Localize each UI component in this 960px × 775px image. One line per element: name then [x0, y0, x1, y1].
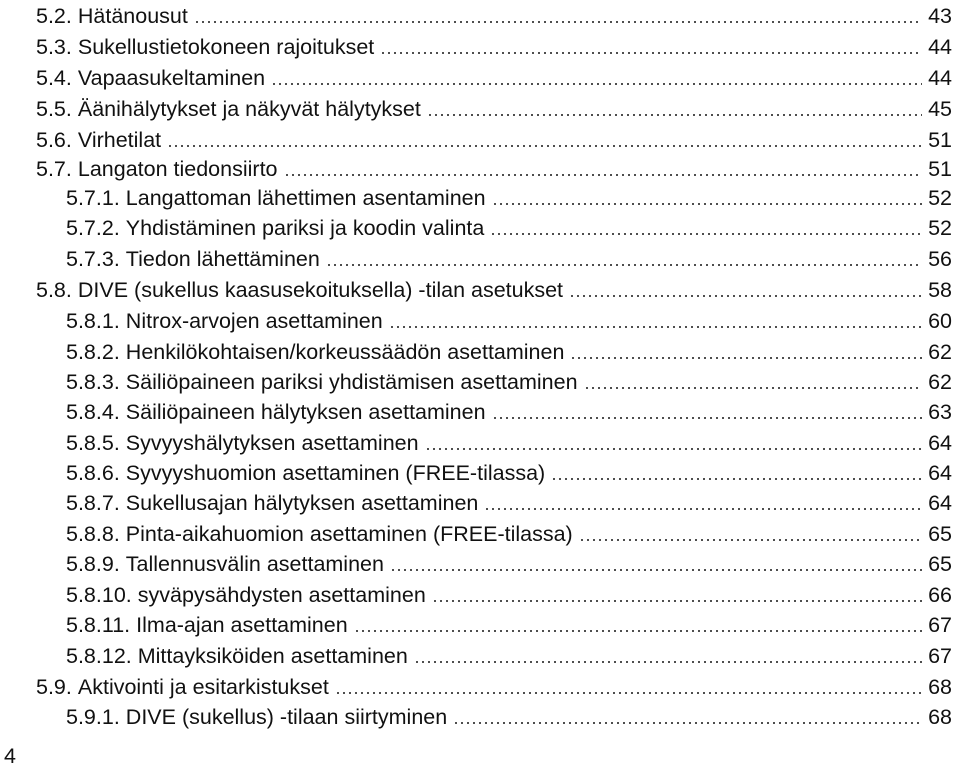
toc-entry-title: Säiliöpaineen pariksi yhdistämisen asettaminen [125, 370, 578, 394]
toc-entry-number: 5.8.7. [66, 491, 120, 515]
toc-entry-number: 5.8. [36, 278, 72, 302]
toc-dot-leader [570, 357, 922, 359]
toc-dot-leader [492, 417, 923, 419]
toc-entry-title: Langattoman lähettimen asentaminen [125, 186, 486, 210]
toc-dot-leader [427, 114, 922, 116]
toc-entry-title: Sukellustietokoneen rajoitukset [77, 35, 375, 59]
toc-entry-number: 5.6. [36, 128, 72, 152]
toc-entry-number: 5.8.8. [66, 522, 120, 546]
toc-entry-number: 5.7. [36, 157, 72, 181]
toc-entry-title: DIVE (sukellus) -tilaan siirtyminen [125, 705, 448, 729]
toc-entry[interactable] [66, 307, 952, 335]
toc-entry-title: Ilma-ajan asettaminen [136, 613, 348, 637]
toc-entry-title: syväpysähdysten asettaminen [137, 583, 426, 607]
toc-entry-page: 64 [928, 461, 952, 485]
toc-entry-page: 44 [928, 66, 952, 90]
toc-entry-number: 5.9. [36, 675, 72, 699]
toc-entry-page: 63 [928, 400, 952, 424]
toc-entry-page: 44 [928, 35, 952, 59]
toc-entry-page: 64 [928, 491, 952, 515]
toc-dot-leader [484, 508, 922, 510]
toc-dot-leader [492, 203, 923, 205]
toc-entry-title: Virhetilat [77, 128, 162, 152]
toc-entry-page: 67 [928, 613, 952, 637]
toc-entry-title: Tiedon lähettäminen [125, 247, 320, 271]
toc-dot-leader [569, 295, 922, 297]
toc-entry[interactable] [66, 703, 952, 731]
toc-dot-leader [584, 387, 923, 389]
toc-entry-number: 5.8.3. [66, 370, 120, 394]
toc-entry-page: 56 [928, 247, 952, 271]
toc-entry[interactable] [66, 642, 952, 670]
page-number: 4 [4, 744, 16, 768]
toc-entry-title: Yhdistäminen pariksi ja koodin valinta [125, 216, 485, 240]
toc-dot-leader [326, 264, 922, 266]
toc-dot-leader [271, 83, 922, 85]
toc-entry-title: Syvyyshälytyksen asettaminen [125, 431, 419, 455]
toc-entry-number: 5.8.1. [66, 309, 120, 333]
toc-entry-title: DIVE (sukellus kaasusekoituksella) -tilan asetukset [77, 278, 564, 302]
toc-entry-title: Sukellusajan hälytyksen asettaminen [125, 491, 479, 515]
toc-entry-title: Pinta-aikahuomion asettaminen (FREE-tilassa) [125, 522, 573, 546]
toc-entry[interactable] [36, 95, 952, 123]
toc-entry-page: 62 [928, 340, 952, 364]
toc-entry[interactable] [36, 2, 952, 30]
toc-entry-page: 64 [928, 431, 952, 455]
toc-entry-number: 5.8.9. [66, 552, 120, 576]
toc-entry-number: 5.3. [36, 35, 72, 59]
toc-entry-title: Nitrox-arvojen asettaminen [125, 309, 383, 333]
toc-entry[interactable] [66, 398, 952, 426]
toc-dot-leader [194, 21, 922, 23]
toc-entry[interactable] [36, 126, 952, 154]
toc-entry-title: Hätänousut [77, 4, 188, 28]
toc-dot-leader [284, 174, 923, 176]
toc-entry-number: 5.8.11. [66, 613, 131, 637]
toc-entry[interactable] [36, 64, 952, 92]
toc-entry-title: Mittayksiköiden asettaminen [137, 644, 408, 668]
toc-entry-page: 51 [928, 128, 952, 152]
toc-entry-number: 5.8.5. [66, 431, 120, 455]
toc-entry-page: 67 [928, 644, 952, 668]
toc-entry[interactable] [66, 581, 952, 609]
toc-entry-page: 68 [928, 675, 952, 699]
toc-dot-leader [490, 233, 922, 235]
toc-entry-number: 5.7.2. [66, 216, 120, 240]
toc-entry[interactable] [66, 214, 952, 242]
toc-entry-page: 62 [928, 370, 952, 394]
toc-entry-title: Syvyyshuomion asettaminen (FREE-tilassa) [125, 461, 546, 485]
toc-dot-leader [432, 600, 922, 602]
toc-entry-page: 66 [928, 583, 952, 607]
toc-dot-leader [453, 722, 922, 724]
toc-entry-title: Henkilökohtaisen/korkeussäädön asettaminen [125, 340, 565, 364]
toc-dot-leader [380, 52, 922, 54]
toc-entry-number: 5.2. [36, 4, 72, 28]
toc-entry[interactable] [66, 368, 952, 396]
toc-entry-number: 5.7.1. [66, 186, 120, 210]
toc-entry[interactable] [66, 245, 952, 273]
toc-entry[interactable] [36, 33, 952, 61]
toc-entry-number: 5.8.2. [66, 340, 120, 364]
toc-dot-leader [579, 539, 922, 541]
toc-dot-leader [389, 326, 922, 328]
toc-dot-leader [551, 478, 922, 480]
toc-entry-page: 52 [928, 186, 952, 210]
toc-entry-page: 68 [928, 705, 952, 729]
toc-entry-page: 52 [928, 216, 952, 240]
toc-dot-leader [354, 630, 922, 632]
toc-entry-number: 5.8.4. [66, 400, 120, 424]
toc-entry-title: Tallennusvälin asettaminen [125, 552, 384, 576]
toc-entry[interactable] [36, 673, 952, 701]
toc-dot-leader [390, 569, 922, 571]
toc-entry-title: Äänihälytykset ja näkyvät hälytykset [77, 97, 421, 121]
toc-entry-number: 5.8.6. [66, 461, 120, 485]
toc-entry-page: 43 [928, 4, 952, 28]
toc-entry[interactable] [66, 520, 952, 548]
toc-entry-page: 60 [928, 309, 952, 333]
toc-dot-leader [335, 692, 922, 694]
toc-entry-title: Aktivointi ja esitarkistukset [77, 675, 329, 699]
toc-entry[interactable] [36, 155, 952, 183]
toc-entry[interactable] [66, 611, 952, 639]
toc-entry-number: 5.9.1. [66, 705, 120, 729]
toc-entry[interactable] [66, 429, 952, 457]
toc-entry[interactable] [66, 489, 952, 517]
toc-entry-number: 5.4. [36, 66, 72, 90]
toc-entry-title: Langaton tiedonsiirto [77, 157, 278, 181]
toc-entry-page: 65 [928, 552, 952, 576]
toc-entry[interactable] [66, 338, 952, 366]
toc-entry-page: 45 [928, 97, 952, 121]
toc-entry-number: 5.7.3. [66, 247, 120, 271]
toc-entry-number: 5.5. [36, 97, 72, 121]
toc-entry-page: 51 [928, 157, 952, 181]
toc-entry-title: Vapaasukeltaminen [77, 66, 266, 90]
toc-entry[interactable] [66, 184, 952, 212]
toc-entry[interactable] [36, 276, 952, 304]
toc-entry-page: 65 [928, 522, 952, 546]
toc-entry-title: Säiliöpaineen hälytyksen asettaminen [125, 400, 486, 424]
toc-entry[interactable] [66, 550, 952, 578]
toc-entry-number: 5.8.12. [66, 644, 132, 668]
toc-dot-leader [167, 145, 922, 147]
toc-dot-leader [414, 661, 922, 663]
toc-entry-number: 5.8.10. [66, 583, 132, 607]
toc-dot-leader [425, 448, 923, 450]
toc-entry-page: 58 [928, 278, 952, 302]
toc-entry[interactable] [66, 459, 952, 487]
